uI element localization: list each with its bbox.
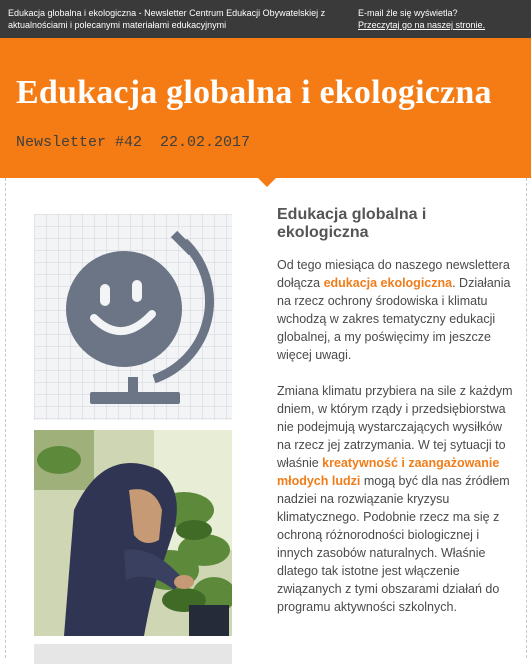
newsletter-title: Edukacja globalna i ekologiczna xyxy=(16,74,492,111)
issue-number-date: Newsletter #42 22.02.2017 xyxy=(16,134,251,151)
paragraph-text: mogą być dla nas źródłem nadziei na rozwiązanie kryzysu klimatycznego. Podobnie rzecz ma się z ochroną różnorodności biologicznej i innych zasobów naturalnych. Właśnie dlatego tak istotne jest włączenie związanych z tymi obszarami działań do programu aktywności szkolnych. xyxy=(277,474,510,614)
next-image-partial xyxy=(34,644,232,664)
header-banner xyxy=(0,38,531,178)
paragraph-text: Od tego miesiąca do naszego newslettera dołącza xyxy=(277,258,510,290)
ecological-education-link[interactable]: edukacja ekologiczna xyxy=(323,276,453,290)
article-paragraph-2 xyxy=(277,382,513,616)
display-problem-text: E-mail źle się wyświetla? xyxy=(358,8,458,18)
view-online-box xyxy=(358,7,528,31)
newsletter-description: Edukacja globalna i ekologiczna - Newsletter Centrum Edukacji Obywatelskiej z aktualnościami i polecanymi materiałami edukacyjnymi xyxy=(8,8,326,30)
paragraph-text: . Działania na rzecz ochrony środowiska i klimatu wchodzą w zakres tematyczny edukacji globalnej, a my poświęcimy im jeszcze więcej uwagi. xyxy=(277,276,511,362)
article-paragraph-1 xyxy=(277,256,513,364)
girl-watering-plants-photo[interactable] xyxy=(34,430,232,636)
top-bar xyxy=(0,0,531,38)
article-section xyxy=(277,206,513,634)
creativity-highlight: kreatywność i zaangażowanie młodych ludzi xyxy=(277,456,500,488)
article-heading: Edukacja globalna i ekologiczna xyxy=(277,206,427,241)
smiling-globe-stencil-image[interactable] xyxy=(34,214,232,420)
read-online-link[interactable]: Przeczytaj go na naszej stronie. xyxy=(358,20,486,30)
paragraph-text: Zmiana klimatu przybiera na sile z każdym dniem, w którym rządy i przedsiębiorstwa nie podejmują wystarczających wysiłków na rzecz jej zatrzymania. W tej sytuacji to właśnie xyxy=(277,384,513,470)
